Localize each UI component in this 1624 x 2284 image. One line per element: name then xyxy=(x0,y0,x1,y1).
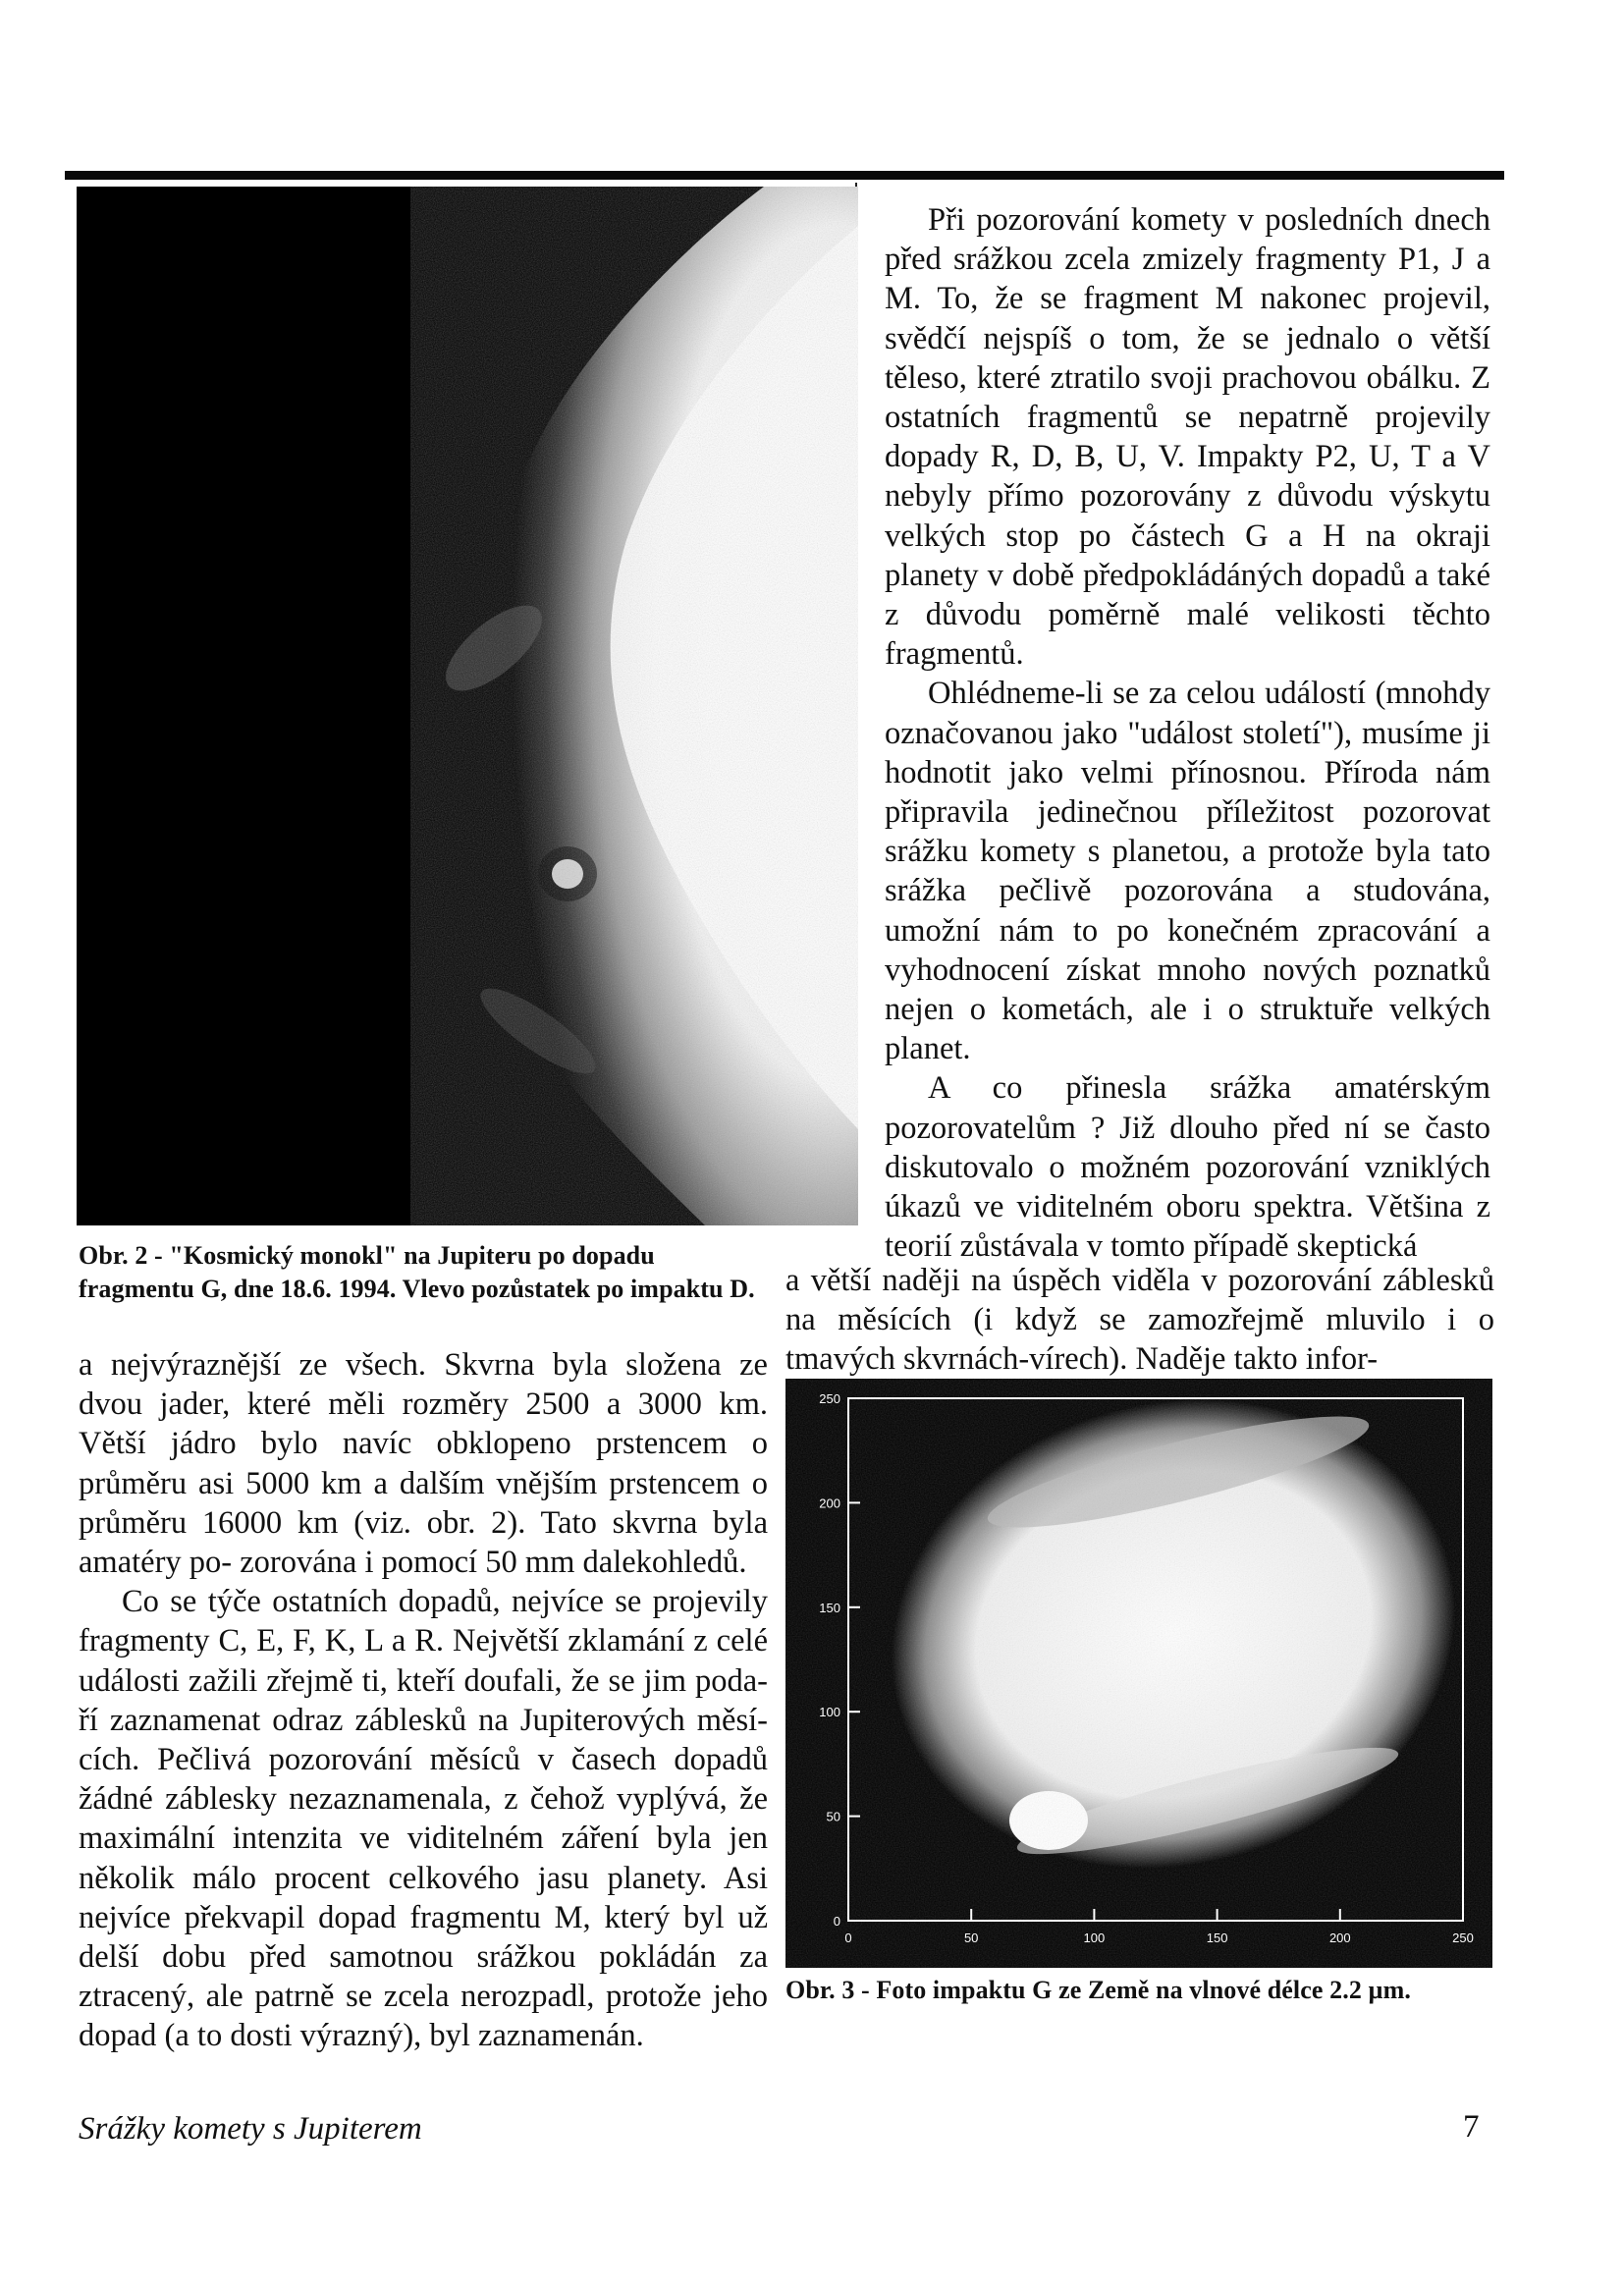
y-tick-label: 0 xyxy=(833,1914,840,1929)
y-tick-label: 250 xyxy=(819,1391,840,1406)
x-tick-label: 250 xyxy=(1452,1931,1474,1945)
left-paragraph-1: a nejvýraznější ze všech. Skvrna byla složena ze dvou jader, které měli rozměry 2500 a 3000 km. Větší jádro bylo navíc obklopeno prstencem o průměru asi 5000 km a dalším vnějším prstencem o průměru 16000 km (viz. obr. 2). Tato skvrna byla amatéry po- zorována i pomocí 50 mm dalekohledů. xyxy=(79,1347,768,1581)
page-number: 7 xyxy=(1463,2109,1480,2145)
y-tick-label: 200 xyxy=(819,1495,840,1511)
right-paragraph-3: A co přinesla srážka amatérským pozorovatelům ? Již dlouho před ní se často diskutovalo o možném pozorování vzniklých úkazů ve viditelném oboru spektra. Většina z teorií zůstávala v tomto případě skeptická xyxy=(885,1070,1490,1265)
figure1-caption: Obr. 2 - "Kosmický monokl" na Jupiteru po dopadu fragmentu G, dne 18.6. 1994. Vlevo pozůstatek po impaktu D. xyxy=(79,1241,755,1303)
x-tick-label: 100 xyxy=(1083,1931,1106,1945)
x-tick-label: 0 xyxy=(844,1931,852,1945)
impact-g-infrared-image xyxy=(785,1379,1492,1968)
top-rule xyxy=(65,171,1504,180)
left-paragraph-2: Co se týče ostatních dopadů, nejvíce se projevily fragmenty C, E, F, K, L a R. Největší zklamání z celé události zažili zřejmě ti, kteří doufali, že se jim poda- ří zaznamenat odraz záblesků na Jupiterových měsí- cích. Pečlivá pozorování měsíců v časech dopadů žádné záblesky nezaznamenala, z čehož vyplývá, že maximální intenzita ve viditelném záření byla jen několik málo procent celkového jasu planety. Asi nejvíce překvapil dopad fragmentu M, který byl už delší dobu před samotnou srážkou pokládán za ztracený, ale patrně se zcela nerozpadl, protože jeho dopad (a to dosti výrazný), byl zaznamenán. xyxy=(79,1584,768,2054)
x-tick-label: 150 xyxy=(1206,1931,1228,1945)
y-tick-label: 150 xyxy=(819,1600,840,1615)
jupiter-limb-photo xyxy=(77,187,858,1225)
left-column-text xyxy=(79,1345,768,2056)
y-tick-label: 100 xyxy=(819,1705,840,1720)
x-tick-label: 200 xyxy=(1328,1931,1351,1945)
running-footer-title: Srážky komety s Jupiterem xyxy=(79,2111,422,2147)
figure2-caption: Obr. 3 - Foto impaktu G ze Země na vlnové délce 2.2 µm. xyxy=(785,1976,1411,2004)
right-paragraph-1: Při pozorování komety v posledních dnech před srážkou zcela zmizely fragmenty P1, J a M. To, že se fragment M nakonec projevil, svědčí nejspíš o tom, že se jednalo o větší těleso, které ztratilo svoji prachovou obálku. Z ostatních fragmentů se nepatrně projevily dopady R, D, B, U, V. Impakty P2, U, T a V nebyly přímo pozorovány z důvodu výskytu velkých stop po částech G a H na okraji planety v době předpokládáných dopadů a také z důvodu poměrně malé velikosti těchto fragmentů. xyxy=(885,202,1490,673)
y-tick-label: 50 xyxy=(826,1809,840,1824)
x-tick-label: 50 xyxy=(963,1931,979,1945)
middle-paragraph: a větší naději na úspěch viděla v pozorování záblesků na měsících (i když se zamozřejmě mluvilo i o tmavých skvrnách-vírech). Naděje takto infor- xyxy=(785,1263,1494,1378)
right-column-text xyxy=(885,200,1490,1266)
right-paragraph-2: Ohlédneme-li se za celou událostí (mnohdy označovanou jako "událost století"), musíme ji hodnotit jako velmi přínosnou. Příroda nám připravila jedinečnou příležitost pozorovat srážku komety s planetou, a protože byla tato srážka pečlivě pozorována a studována, umožní nám to po konečném zpracování a vyhodnocení získat mnoho nových poznatků nejen o kometách, ale i o struktuře velkých planet. xyxy=(885,676,1490,1067)
middle-column-text xyxy=(785,1261,1494,1380)
